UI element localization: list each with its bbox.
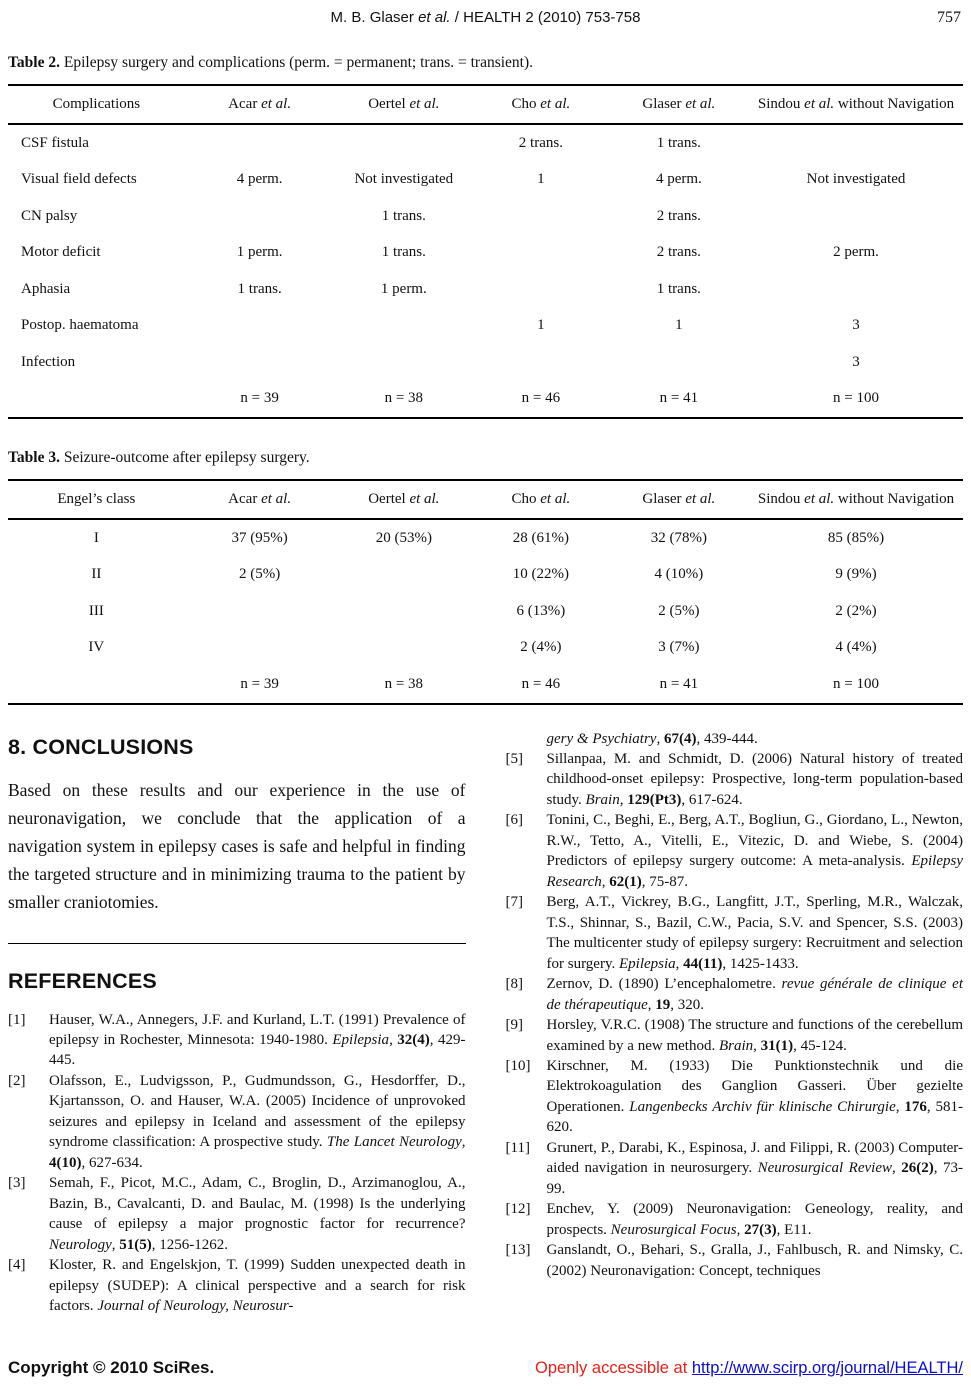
reference-text: Sillanpaa, M. and Schmidt, D. (2006) Natural history of treated childhood-onset epilepsy: Prospective, long-term population-based study. Brain, 129(Pt3), 617-624. [546, 750, 963, 808]
table-cell: 1 [537, 171, 545, 188]
table-cell [335, 593, 473, 630]
reference-number: [6] [505, 812, 523, 829]
table-row [8, 271, 963, 308]
table-cell: II [91, 566, 102, 583]
table-row [8, 235, 963, 272]
reference-text: Grunert, P., Darabi, K., Espinosa, J. and Filippi, R. (2003) Computer-aided navigation in neurosurgery. Neurosurgical Review, 26(2), 73-99. [546, 1139, 963, 1197]
column-header: Complications [8, 85, 185, 124]
table-cell: 37 (95%) [231, 529, 288, 546]
table-cell: CSF fistula [21, 134, 89, 151]
table-cell [335, 124, 473, 162]
table-cell: Not investigated [806, 171, 906, 188]
page-number: 757 [937, 9, 961, 26]
table-cell: n = 41 [659, 675, 699, 692]
table-cell [609, 344, 749, 381]
running-head-title: M. B. Glaser et al. / HEALTH 2 (2010) 753-758 [330, 9, 641, 26]
table-cell: Infection [21, 353, 76, 370]
column-header: Sindou et al. without Navigation [749, 480, 963, 519]
two-column-text [8, 729, 963, 1317]
table-cell: 4 perm. [236, 171, 283, 188]
table-cell: 1 trans. [656, 134, 701, 151]
table-cell: n = 39 [240, 390, 279, 407]
references-heading: REFERENCES [8, 968, 157, 993]
column-header: Cho et al. [473, 480, 609, 519]
table-cell [473, 198, 609, 235]
page-footer [8, 1358, 963, 1378]
reference-text: Hauser, W.A., Annegers, J.F. and Kurland, L.T. (1991) Prevalence of epilepsy in Rochester, Minnesota: 1940-1980. Epilepsia, 32(4), 429-445. [49, 1011, 466, 1069]
reference-number: [11] [505, 1139, 530, 1156]
table2-caption: Table 2. Epilepsy surgery and complications (perm. = permanent; trans. = transient). [8, 54, 534, 71]
table-header-row [8, 480, 963, 519]
table-cell: 3 (7%) [658, 639, 700, 656]
table-cell: III [88, 602, 104, 619]
table-cell [335, 557, 473, 594]
reference-item [506, 749, 964, 810]
table-cell [185, 593, 335, 630]
table-cell [335, 630, 473, 667]
reference-text: gery & Psychiatry, 67(4), 439-444. [546, 730, 758, 747]
table-cell: 1 trans. [381, 207, 426, 224]
table-cell: 1 [537, 317, 545, 334]
table-cell [185, 308, 335, 345]
table-row [8, 557, 963, 594]
table-cell: 3 [852, 317, 860, 334]
column-header: Oertel et al. [335, 85, 473, 124]
reference-text: Berg, A.T., Vickrey, B.G., Langfitt, J.T., Sperling, M.R., Walczak, T.S., Shinnar, S., Bazil, C.W., Pacia, S.V. and Spencer, S.S. (2003) The multicenter study of epilepsy surgery: Recruitment and selection for surgery. Epilepsia, 44(11), 1425-1433. [546, 894, 963, 972]
table-cell: 2 trans. [656, 207, 701, 224]
table-cell [8, 381, 185, 419]
table-cell [473, 344, 609, 381]
table-cell [8, 666, 185, 704]
table-cell: 4 perm. [655, 171, 702, 188]
reference-item [8, 1010, 466, 1071]
reference-number: [3] [8, 1175, 26, 1192]
table-cell: Postop. haematoma [21, 317, 139, 334]
column-header: Oertel et al. [335, 480, 473, 519]
table-cell: 1 trans. [237, 280, 282, 297]
table-cell [185, 198, 335, 235]
reference-text: Horsley, V.R.C. (1908) The structure and functions of the cerebellum examined by a new method. Brain, 31(1), 45-124. [546, 1017, 963, 1054]
column-header: Acar et al. [185, 85, 335, 124]
table-cell: 2 perm. [833, 244, 879, 261]
table-cell: 32 (78%) [650, 529, 707, 546]
table-cell: 9 (9%) [835, 566, 877, 583]
reference-text: Kloster, R. and Engelskjon, T. (1999) Sudden unexpected death in epilepsy (SUDEP): A clinical perspective and a search for risk factors. Journal of Neurology, Neurosur- [49, 1257, 466, 1315]
table-row [8, 198, 963, 235]
column-header: Sindou et al. without Navigation [749, 85, 963, 124]
table-cell: 85 (85%) [827, 529, 885, 546]
reference-number: [5] [505, 750, 523, 767]
section-divider [8, 943, 466, 944]
table-cell: 20 (53%) [375, 529, 432, 546]
table-cell: CN palsy [21, 207, 78, 224]
reference-text: Kirschner, M. (1933) Die Punktionstechnik und die Elektrokoagulation des Ganglion Gasseri. Über gezielte Operationen. Langenbecks Archiv für klinische Chirurgie, 176, 581-620. [546, 1058, 964, 1136]
table-cell: n = 100 [833, 675, 879, 692]
table-header-row [8, 85, 963, 124]
table-cell: 2 (2%) [835, 602, 877, 619]
reference-item [506, 1240, 964, 1281]
table-cell: 1 trans. [381, 244, 426, 261]
table-cell [185, 630, 335, 667]
reference-text: Enchev, Y. (2009) Neuronavigation: Geneology, reality, and prospects. Neurosurgical Focus, 27(3), E11. [546, 1201, 963, 1238]
table-cell: n = 38 [384, 390, 424, 407]
reference-item [506, 729, 964, 749]
table-cell: 2 trans. [518, 134, 563, 151]
reference-number: [7] [505, 894, 523, 911]
table-cell: Not investigated [354, 171, 454, 188]
reference-number: [4] [8, 1257, 26, 1274]
table-row [8, 308, 963, 345]
reference-item [506, 1015, 964, 1056]
table-row [8, 124, 963, 162]
references-list-right [506, 729, 964, 1282]
table-row [8, 593, 963, 630]
table-cell: n = 46 [521, 675, 561, 692]
table-cell [335, 344, 473, 381]
reference-text: Ganslandt, O., Behari, S., Gralla, J., Fahlbusch, R. and Nimsky, C. (2002) Neuronavigation: Concept, techniques [546, 1242, 963, 1279]
reference-text: Zernov, D. (1890) L’encephalometre. revue générale de clinique et de thérapeutique, 19, 320. [546, 976, 963, 1013]
table-cell: n = 38 [384, 675, 424, 692]
column-header: Engel’s class [8, 480, 185, 519]
reference-item [506, 1056, 964, 1138]
table-row [8, 344, 963, 381]
table-cell: 2 trans. [656, 244, 701, 261]
table-row [8, 630, 963, 667]
access-statement [535, 1359, 963, 1378]
conclusions-heading: 8. CONCLUSIONS [8, 734, 194, 759]
table3-caption: Table 3. Seizure-outcome after epilepsy surgery. [8, 449, 310, 466]
reference-number: [8] [505, 976, 523, 993]
column-header: Cho et al. [473, 85, 609, 124]
conclusions-paragraph: Based on these results and our experience in the use of neuronavigation, we conclude that the application of a navigation system in epilepsy cases is safe and helpful in finding the targeted structure and in minimizing trauma to the patient by smaller craniotomies. [8, 779, 466, 912]
table-row [8, 162, 963, 199]
table-cell [335, 308, 473, 345]
table-cell: 1 perm. [236, 244, 283, 261]
reference-item [506, 810, 964, 892]
table-row [8, 519, 963, 557]
table-row [8, 666, 963, 704]
table3 [8, 479, 963, 705]
copyright-notice: Copyright © 2010 SciRes. [8, 1358, 215, 1377]
table-cell: I [93, 529, 99, 546]
running-head [0, 0, 971, 27]
table-cell: Visual field defects [21, 171, 137, 188]
table-cell [749, 124, 963, 162]
table-cell: 6 (13%) [516, 602, 566, 619]
references-list-left [8, 1010, 466, 1317]
table-cell: 1 [675, 317, 683, 334]
reference-text: Olafsson, E., Ludvigsson, P., Gudmundsson, G., Hesdorffer, D., Kjartansson, O. and Hauser, W.A. (2005) Incidence of unprovoked seizures and epilepsy in Iceland and assessment of the epilepsy syndrome classification: A prospective study. The Lancet Neurology, 4(10), 627-634. [49, 1072, 466, 1171]
reference-item [506, 1138, 964, 1199]
table-cell: 1 trans. [656, 280, 701, 297]
column-header: Acar et al. [185, 480, 335, 519]
table-cell: n = 39 [240, 675, 279, 692]
column-header: Glaser et al. [609, 85, 749, 124]
reference-number: [13] [505, 1242, 531, 1259]
table-cell [473, 235, 609, 272]
table-cell [185, 124, 335, 162]
reference-number [506, 729, 547, 749]
reference-item [8, 1255, 466, 1316]
access-text: Openly accessible at [535, 1359, 692, 1377]
table-cell: 10 (22%) [512, 566, 569, 583]
reference-item [8, 1173, 466, 1255]
table-cell: 28 (61%) [512, 529, 569, 546]
table-cell: IV [88, 639, 105, 656]
reference-item [506, 974, 964, 1015]
reference-item [8, 1071, 466, 1173]
table-cell: 1 perm. [380, 280, 427, 297]
table-cell [185, 344, 335, 381]
table-cell: 2 (5%) [658, 602, 700, 619]
table-cell [749, 271, 963, 308]
reference-number: [2] [8, 1072, 26, 1089]
table-cell: n = 100 [833, 390, 879, 407]
table-cell: Aphasia [21, 280, 71, 297]
table-cell: 2 (5%) [239, 566, 281, 583]
table-cell: n = 46 [521, 390, 561, 407]
table-cell [473, 271, 609, 308]
left-column [8, 729, 466, 1317]
reference-text: Tonini, C., Beghi, E., Berg, A.T., Bogliun, G., Giordano, L., Newton, R.W., Tetto, A., Vitelli, E., Vitezic, D. and Wiebe, S. (2004) Predictors of epilepsy surgery outcome: A meta-analysis. Epilepsy Research, 62(1), 75-87. [546, 812, 963, 890]
table-cell: 2 (4%) [520, 639, 562, 656]
reference-text: Semah, F., Picot, M.C., Adam, C., Broglin, D., Arzimanoglou, A., Bazin, B., Cavalcanti, D. and Baulac, M. (1998) Is the underlying cause of epilepsy a major prognostic factor for recurrence? Neurology, 51(5), 1256-1262. [49, 1175, 466, 1253]
right-column [506, 729, 964, 1317]
journal-url-link[interactable]: http://www.scirp.org/journal/HEALTH/ [691, 1359, 963, 1377]
table-cell: Motor deficit [21, 244, 101, 261]
reference-number: [12] [505, 1201, 531, 1218]
table-cell: 4 (10%) [654, 566, 704, 583]
reference-item [506, 892, 964, 974]
table-cell [749, 198, 963, 235]
table-cell: n = 41 [659, 390, 699, 407]
column-header: Glaser et al. [609, 480, 749, 519]
reference-number: [10] [505, 1058, 531, 1074]
reference-number: [1] [8, 1011, 26, 1028]
table-cell: 4 (4%) [835, 639, 877, 656]
reference-number: [9] [505, 1017, 523, 1034]
table2 [8, 84, 963, 419]
reference-item [506, 1199, 964, 1240]
table-cell: 3 [852, 353, 860, 370]
table-row [8, 381, 963, 419]
